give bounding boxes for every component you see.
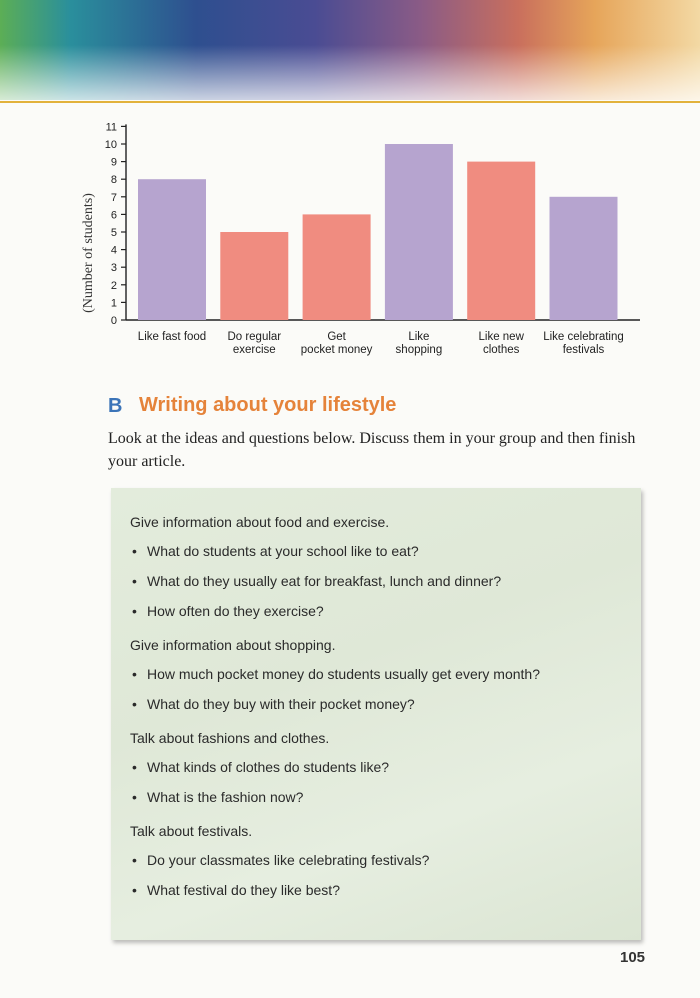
question-item: • What kinds of clothes do students like? bbox=[129, 752, 634, 782]
bar bbox=[550, 197, 618, 320]
section-letter: B bbox=[108, 395, 123, 417]
section-title: Writing about your lifestyle bbox=[139, 394, 397, 416]
category-label: shopping bbox=[395, 344, 443, 356]
question-item: • What festival do they like best? bbox=[129, 875, 634, 905]
question-item: • What do they usually eat for breakfast, lunch and dinner? bbox=[129, 566, 634, 596]
page-number: 105 bbox=[620, 949, 646, 966]
bar bbox=[303, 214, 371, 320]
question-item: • What do they buy with their pocket money? bbox=[129, 689, 634, 719]
bar bbox=[385, 144, 453, 320]
category-label: Like bbox=[408, 331, 430, 343]
y-tick-label: 0 bbox=[110, 315, 117, 327]
y-tick-label: 7 bbox=[110, 191, 117, 204]
category-label: Like fast food bbox=[137, 331, 207, 343]
y-tick-label: 5 bbox=[110, 227, 117, 239]
question-item: • How often do they exercise? bbox=[129, 596, 634, 626]
intro-paragraph: Look at the ideas and questions below. Discuss them in your group and then finish your article. bbox=[108, 430, 636, 470]
question-group bbox=[129, 631, 634, 719]
y-tick-label: 4 bbox=[110, 244, 117, 257]
questions-list bbox=[129, 508, 634, 910]
category-label: festivals bbox=[562, 344, 605, 356]
category-label: Like new bbox=[478, 331, 524, 343]
category-label: Get bbox=[327, 331, 346, 343]
question-item: • What do students at your school like to eat? bbox=[129, 536, 634, 566]
y-tick-label: 2 bbox=[110, 279, 117, 292]
y-tick-label: 9 bbox=[110, 156, 117, 169]
y-axis-label: (Number of students) bbox=[81, 193, 96, 313]
category-label: Do regular bbox=[227, 331, 282, 343]
bar bbox=[138, 179, 206, 320]
category-label: exercise bbox=[232, 344, 276, 356]
question-item: • How much pocket money do students usually get every month? bbox=[129, 659, 634, 689]
header-banner bbox=[0, 0, 700, 100]
group-heading: Talk about fashions and clothes. bbox=[130, 730, 330, 746]
y-tick-label: 6 bbox=[110, 209, 117, 222]
group-heading: Give information about shopping. bbox=[130, 637, 336, 653]
bar-chart bbox=[0, 105, 700, 365]
category-label: clothes bbox=[482, 344, 520, 356]
y-tick-label: 10 bbox=[104, 139, 117, 151]
category-label: pocket money bbox=[300, 344, 373, 356]
bar bbox=[220, 232, 288, 320]
y-tick-label: 8 bbox=[110, 174, 117, 187]
y-tick-label: 3 bbox=[110, 262, 117, 275]
question-item: • What is the fashion now? bbox=[129, 782, 634, 812]
question-group bbox=[129, 724, 634, 812]
bar bbox=[467, 162, 535, 320]
banner-divider bbox=[0, 101, 700, 103]
y-tick-label: 11 bbox=[105, 121, 117, 134]
group-heading: Give information about food and exercise. bbox=[130, 514, 390, 530]
questions-note-card bbox=[111, 488, 641, 940]
group-heading: Talk about festivals. bbox=[130, 823, 253, 839]
y-tick-label: 1 bbox=[110, 297, 117, 310]
category-label: Like celebrating bbox=[543, 331, 624, 343]
question-item: • Do your classmates like celebrating festivals? bbox=[129, 845, 634, 875]
question-group bbox=[129, 508, 634, 626]
question-group bbox=[129, 817, 634, 905]
